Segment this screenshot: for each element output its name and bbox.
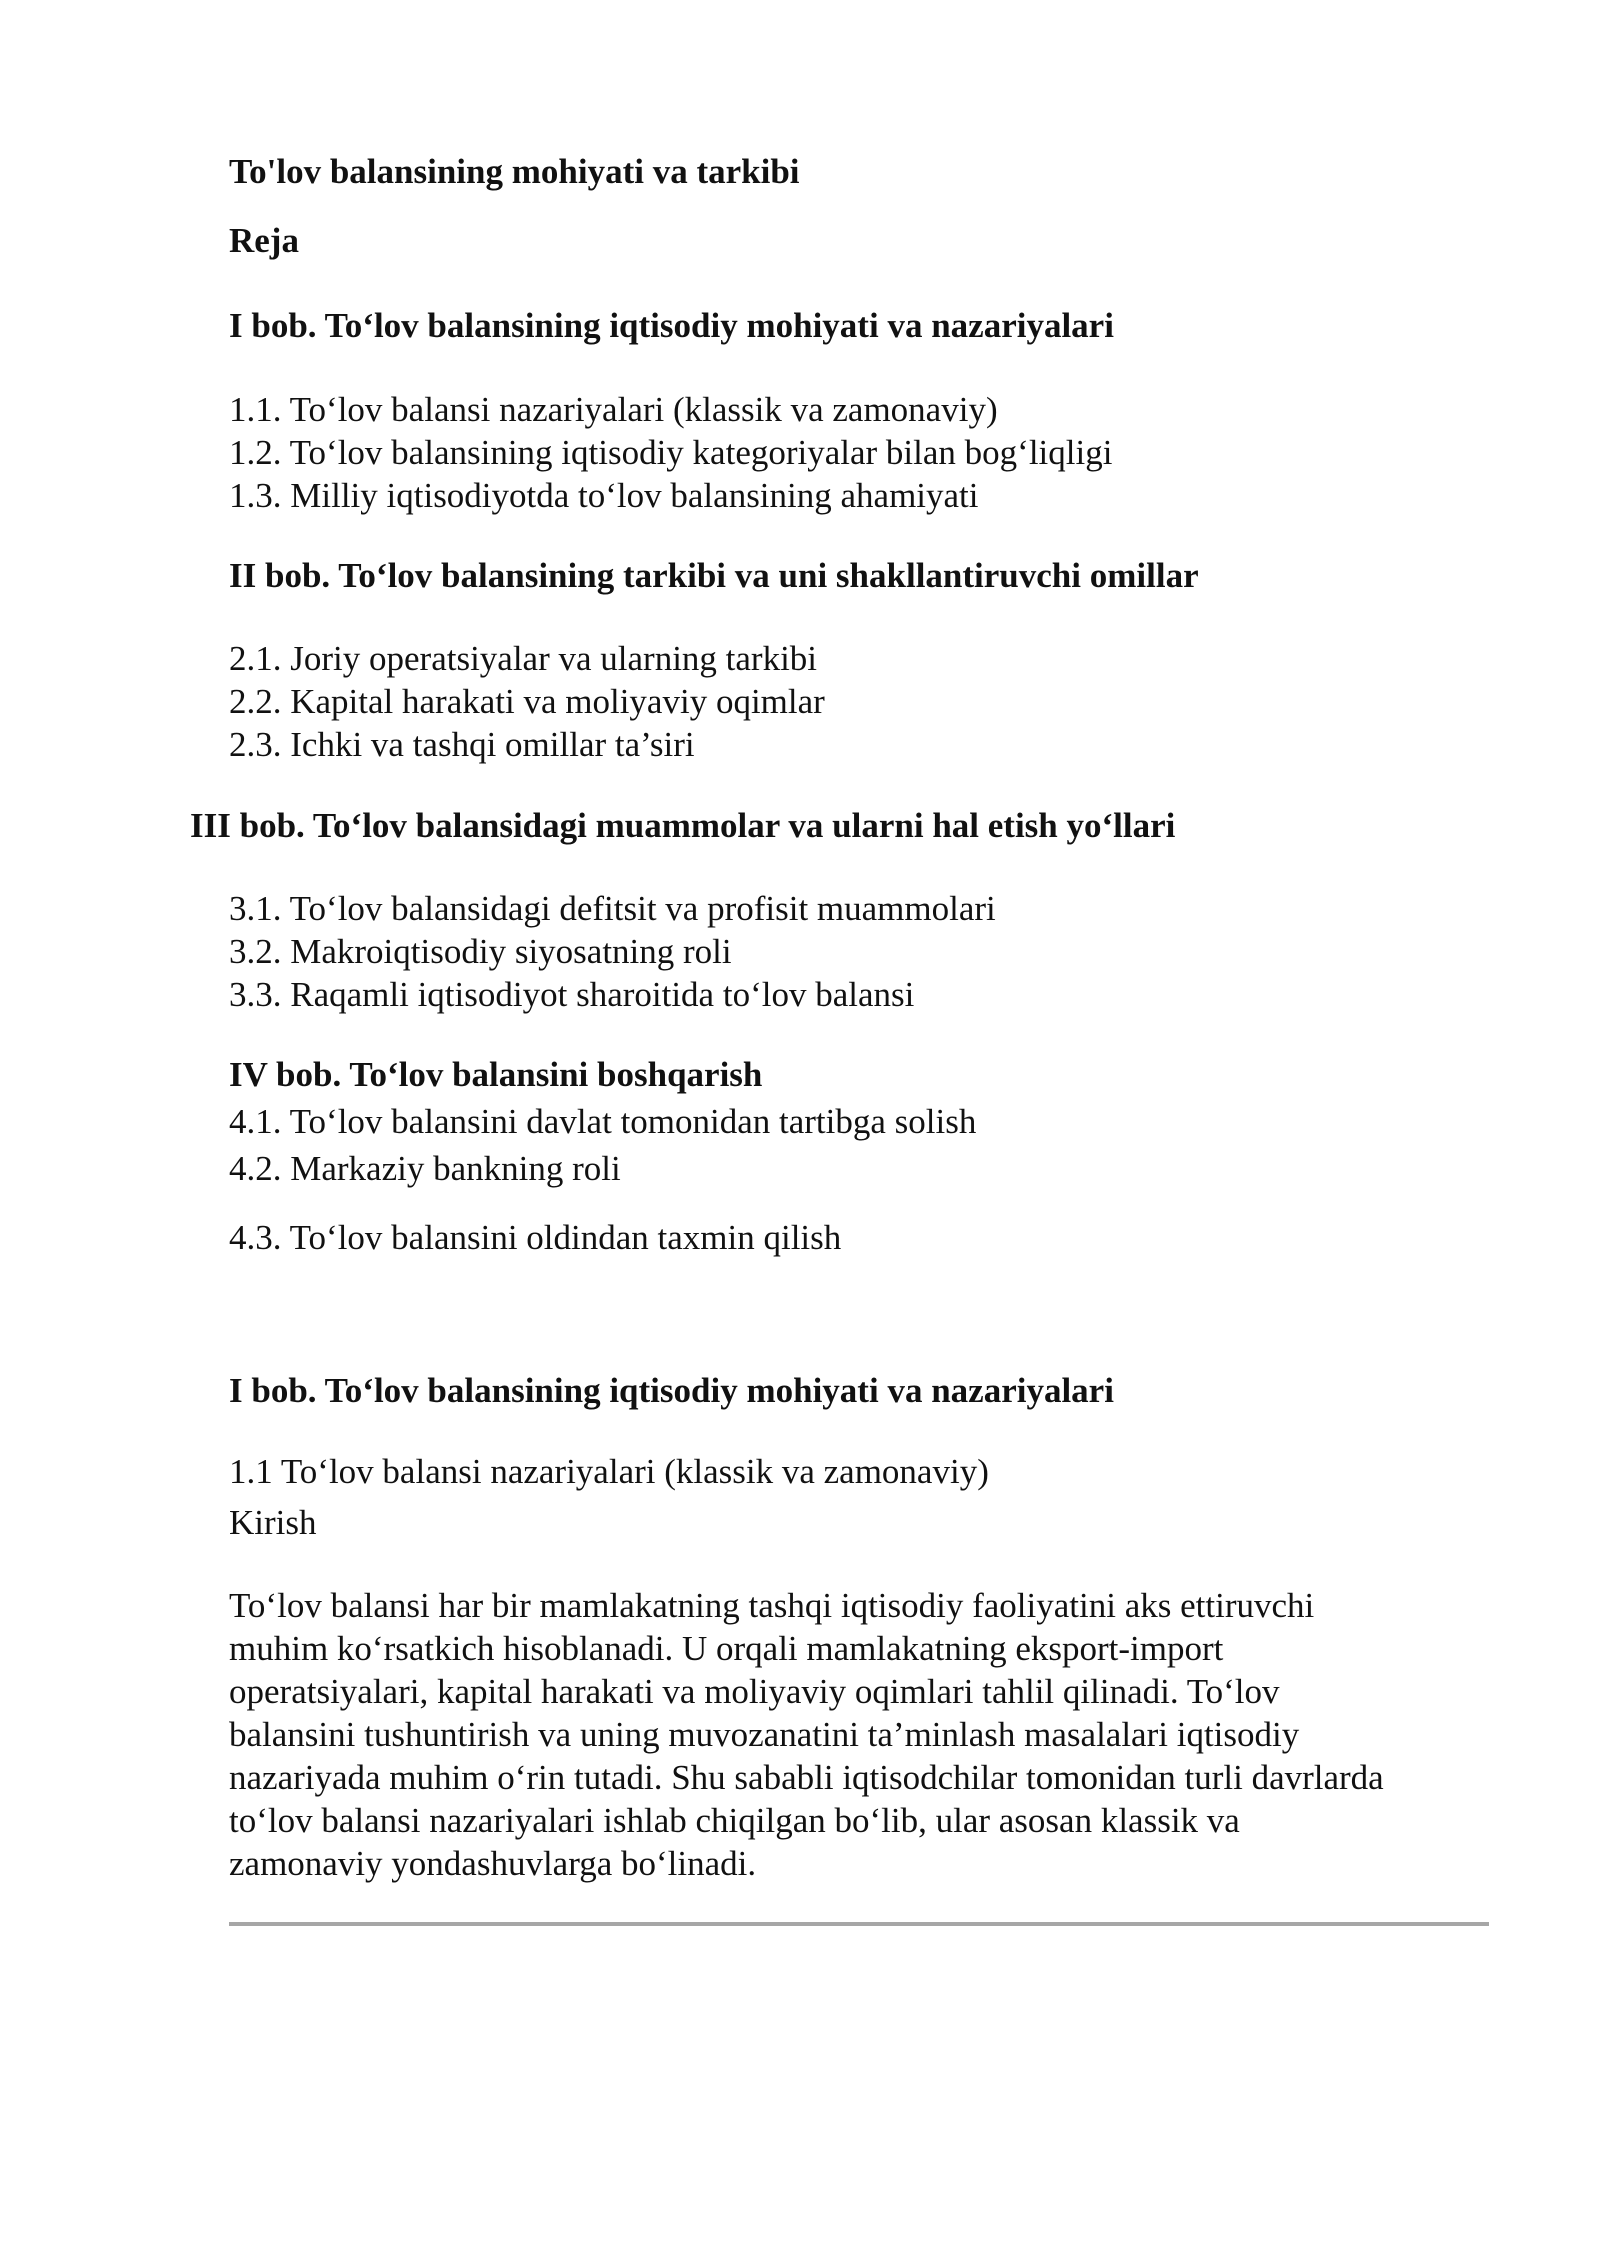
section-subheading: 1.1 To‘lov balansi nazariyalari (klassik va zamonaviy)	[229, 1452, 989, 1491]
paragraph-line: muhim ko‘rsatkich hisoblanadi. U orqali mamlakatning eksport-import	[229, 1629, 1224, 1668]
chapter-2-items	[229, 637, 825, 766]
paragraph-line: operatsiyalari, kapital harakati va moliyaviy oqimlari tahlil qilinadi. To‘lov	[229, 1672, 1280, 1711]
paragraph-line: nazariyada muhim o‘rin tutadi. Shu sababli iqtisodchilar tomonidan turli davrlarda	[229, 1758, 1384, 1797]
paragraph-line: to‘lov balansi nazariyalari ishlab chiqilgan bo‘lib, ular asosan klassik va	[229, 1801, 1240, 1840]
chapter-2-heading: II bob. To‘lov balansining tarkibi va uni shakllantiruvchi omillar	[229, 556, 1199, 595]
list-item: 2.1. Joriy operatsiyalar va ularning tarkibi	[229, 639, 818, 678]
list-item: 3.1. To‘lov balansidagi defitsit va profisit muammolari	[229, 889, 996, 928]
horizontal-divider	[229, 1922, 1489, 1926]
chapter-1-items	[229, 388, 1112, 517]
list-item: 1.2. To‘lov balansining iqtisodiy kategoriyalar bilan bog‘liqligi	[229, 433, 1113, 472]
document-title: To'lov balansining mohiyati va tarkibi	[229, 152, 800, 191]
paragraph-line: balansini tushuntirish va uning muvozanatini ta’minlash masalalari iqtisodiy	[229, 1715, 1300, 1754]
paragraph-line: To‘lov balansi har bir mamlakatning tashqi iqtisodiy faoliyatini aks ettiruvchi	[229, 1586, 1315, 1625]
chapter-3-heading: III bob. To‘lov balansidagi muammolar va ularni hal etish yo‘llari	[190, 806, 1176, 845]
chapter-1-heading: I bob. To‘lov balansining iqtisodiy mohiyati va nazariyalari	[229, 306, 1114, 345]
paragraph-line: zamonaviy yondashuvlarga bo‘linadi.	[229, 1844, 757, 1883]
chapter-4-item-1: 4.1. To‘lov balansini davlat tomonidan tartibga solish	[229, 1102, 977, 1141]
list-item: 1.3. Milliy iqtisodiyotda to‘lov balansining ahamiyati	[229, 476, 979, 515]
list-item: 2.2. Kapital harakati va moliyaviy oqimlar	[229, 682, 825, 721]
list-item: 1.1. To‘lov balansi nazariyalari (klassik va zamonaviy)	[229, 390, 998, 429]
chapter-4-item-2: 4.2. Markaziy bankning roli	[229, 1149, 621, 1188]
chapter-3-items	[229, 887, 996, 1016]
intro-paragraph	[229, 1584, 1529, 1885]
chapter-4-heading: IV bob. To‘lov balansini boshqarish	[229, 1055, 763, 1094]
list-item: 3.3. Raqamli iqtisodiyot sharoitida to‘lov balansi	[229, 975, 915, 1014]
chapter-4-item-3: 4.3. To‘lov balansini oldindan taxmin qilish	[229, 1218, 842, 1257]
section-heading: I bob. To‘lov balansining iqtisodiy mohiyati va nazariyalari	[229, 1371, 1114, 1410]
list-item: 2.3. Ichki va tashqi omillar ta’siri	[229, 725, 695, 764]
list-item: 3.2. Makroiqtisodiy siyosatning roli	[229, 932, 732, 971]
intro-label: Kirish	[229, 1503, 317, 1542]
plan-label: Reja	[229, 221, 299, 260]
